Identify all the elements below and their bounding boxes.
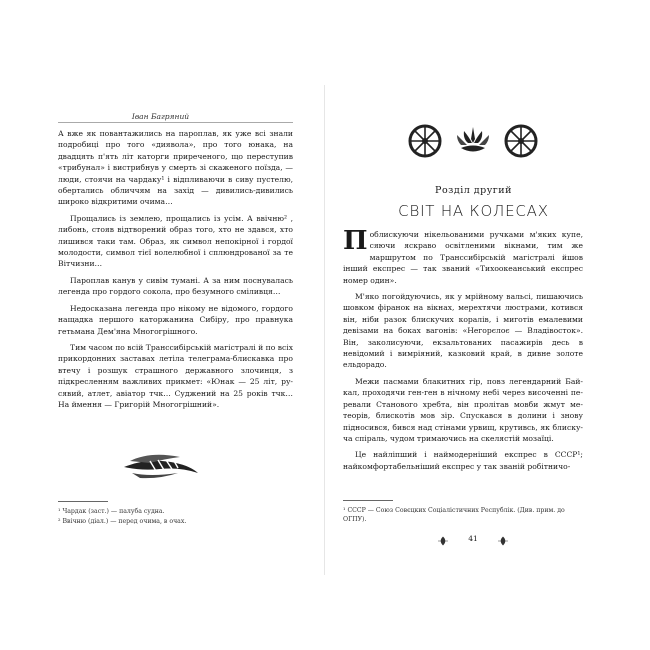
paragraph	[343, 226, 583, 286]
chapter-ornament	[403, 121, 543, 161]
wheat-ornament-icon	[120, 447, 200, 481]
right-text-block	[343, 226, 583, 477]
paragraph: А вже як повантажились на пароплав, як уже всі знали подробиці про того «диявола», про того юнака, на двадцять п'ять літ каторги приреченого, що переступив «трибунал» і вистрибнув у смерть зі скаженого поїзда, — люди, стоячи на чардаку¹ і відпливаючи в сиву пустелю, обертались обличчям на захід — дивились-дивились широко відкритими очима…	[58, 129, 293, 207]
right-page	[325, 85, 622, 575]
running-head-rule	[58, 122, 293, 123]
left-page	[28, 85, 325, 575]
paragraph: Це найліпший і наймодерніший експрес в СССР¹; найкомфортабельніший експрес у так званій робітничо-	[343, 450, 583, 471]
paragraph: Межи пасмами блакитних гір, повз легендарний Байкал, проходячи ген-ген в нічному небі через височенні перевали Станового хребта, він пролітав мовби жмут метеорів, блискотів мов зір. Спускався в долини і знову підносився, бився над стінами урвищ, крутивсь, як блискуча спіраль, чудом тримаючись на скелястій мозаїці.	[343, 376, 583, 443]
footnote: ¹ СССР — Союз Совєцких Соціалістичних Республік. (Див. прим. до ОГПУ).	[343, 507, 565, 523]
footnote-rule	[58, 501, 108, 502]
footnote: ¹ Чардак (заст.) — палуба судна.	[58, 508, 165, 515]
drop-cap: П	[343, 226, 368, 256]
wheel-icon	[506, 126, 536, 156]
wheel-icon	[410, 126, 440, 156]
left-text-block	[58, 128, 293, 415]
paragraph: М'яко погойдуючись, як у мрійному вальсі, пишаючись шовком фіранок на вікнах, мерехтячи люстрами, котився він, ніби разок блискучих коралів, і миготів емалевими девізами на боках вагонів: «Негорєлоє — Владівосток». Він, заколисуючи, екзальтованих пасажирів десь в невідомий і вимріяний, казковий край, в дивне золоте ельдорадо.	[343, 292, 583, 370]
chapter-title: СВІТ НА КОЛЕСАХ	[398, 202, 549, 220]
paragraph: Недосказана легенда про нікому не відомого, гордого нащадка першого каторжанина Сибіру, про правнука гетьмана Дем'яна Многогрішного.	[58, 303, 293, 336]
footnote: ² Ввічню (діал.) — перед очима, в очах.	[58, 518, 187, 525]
paragraph-text: облискуючи нікельованими ручками м'яких купе, сяючи яскраво освітленими вікнами, тим же маршрутом по Транссибірській магістралі йшов інший експрес — так званий «Тихоокеанський експрес номер один».	[343, 230, 583, 285]
lotus-icon	[457, 127, 489, 152]
page-number-ornament	[433, 534, 513, 548]
chapter-label: Розділ другий	[435, 185, 512, 196]
page-number: 41	[468, 534, 478, 543]
paragraph: Прощались із землею, прощались із усім. А ввічню² , либонь, стояв відтворений образ того, хто не здався, хто лишився таки там. Образ, як символ непокірної і гордої молодости, символ тієї волелюбної і сплюндрованої за те Вітчизни…	[58, 213, 293, 269]
paragraph: Пароплав канув у сивім тумані. А за ним поснувалась легенда про гордого сокола, про безумного сміливця…	[58, 275, 293, 297]
running-head: Іван Багряний	[131, 112, 190, 121]
footnote-rule	[343, 500, 393, 501]
paragraph: Тим часом по всій Транссибірській магістралі й по всіх прикордонних заставах летіла телеграма-блискавка про втечу і розшук страшного державного злочинця, з підкресленням важливих прикмет: «Юнак — 25 літ, русявий, атлет, авіатор тчк… Суджений на 25 років тчк… На ймення — Григорій Многогрішний».	[58, 342, 293, 409]
